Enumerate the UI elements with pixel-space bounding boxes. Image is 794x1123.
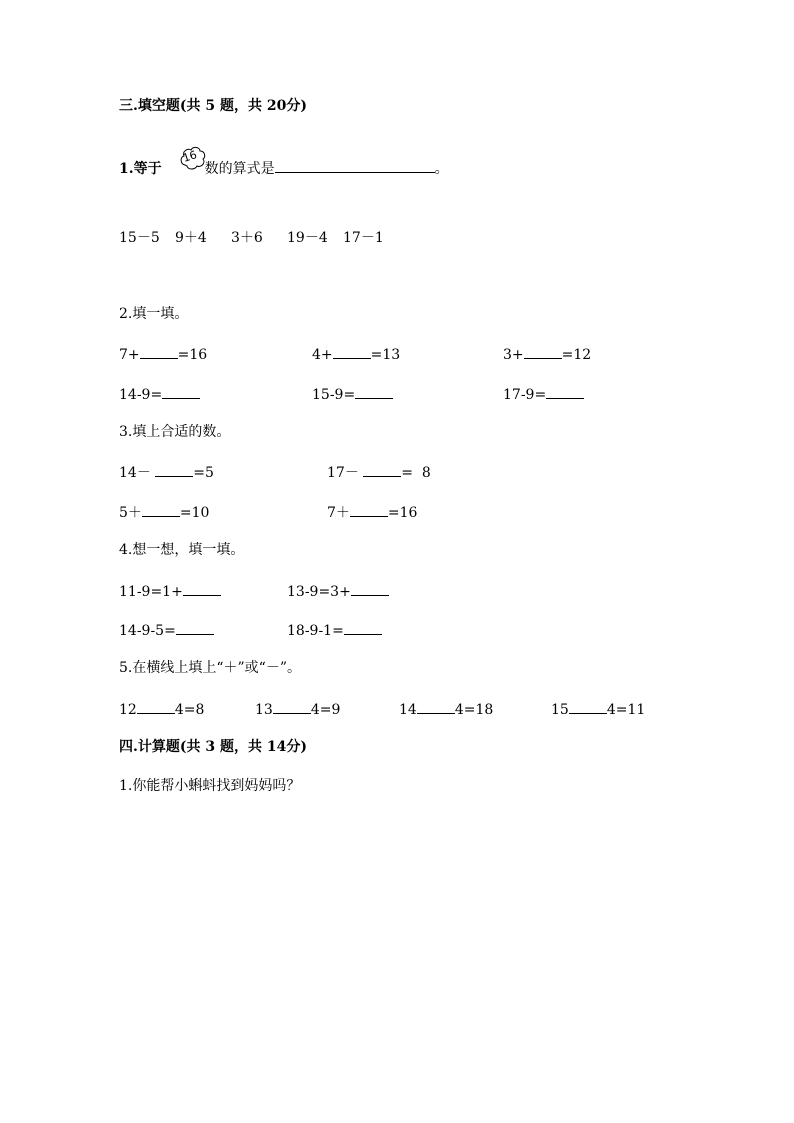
q3-item: [327, 502, 417, 522]
answer-blank[interactable]: [355, 384, 393, 399]
option-3: 3＋6: [231, 230, 263, 246]
q2-item: [503, 344, 591, 364]
item-after: 4=18: [454, 702, 494, 718]
section-3-title: 三.填空题(共 5 题，共 20分): [119, 98, 307, 114]
item-before: 17-9=: [503, 387, 547, 403]
item-after: =16: [177, 347, 208, 363]
question-1-suffix: 数的算式是: [204, 161, 275, 177]
item-before: 14-9=: [119, 387, 163, 403]
option-1: 15－5: [119, 230, 160, 246]
answer-blank[interactable]: [140, 344, 178, 359]
answer-blank[interactable]: [273, 699, 311, 714]
item-before: 13-9=3+: [287, 584, 351, 600]
question-3-title: 3.填上合适的数。: [119, 424, 231, 440]
item-before: 18-9-1=: [287, 623, 344, 639]
q2-item: [119, 344, 207, 364]
q3-item: [327, 462, 431, 482]
q2-item: [312, 344, 400, 364]
answer-blank[interactable]: [162, 384, 200, 399]
item-after: =13: [370, 347, 401, 363]
answer-blank[interactable]: [333, 344, 371, 359]
item-before: 14-9-5=: [119, 623, 176, 639]
badge-number: 16: [180, 148, 199, 165]
item-before: 4+: [312, 347, 333, 363]
item-before: 14－: [119, 465, 156, 481]
item-before: 12: [119, 702, 137, 718]
q2-item: [312, 384, 393, 404]
answer-blank[interactable]: [183, 581, 221, 596]
item-before: 5＋: [119, 505, 142, 521]
item-after: =12: [561, 347, 592, 363]
item-after: 4=8: [174, 702, 205, 718]
q4-item: [287, 581, 389, 601]
q5-item: [119, 699, 204, 719]
q5-item: [551, 699, 645, 719]
item-before: 11-9=1+: [119, 584, 183, 600]
q3-item: [119, 462, 214, 482]
answer-blank[interactable]: [569, 699, 607, 714]
q4-item: [119, 620, 214, 640]
q5-item: [399, 699, 493, 719]
answer-blank[interactable]: [546, 384, 584, 399]
q5-item: [255, 699, 340, 719]
item-after: 4=9: [310, 702, 341, 718]
q3-item: [119, 502, 209, 522]
question-2-title: 2.填一填。: [119, 306, 189, 322]
item-after: = 8: [401, 465, 431, 481]
answer-blank[interactable]: [417, 699, 455, 714]
item-before: 15: [551, 702, 569, 718]
question-1-end: 。: [434, 161, 449, 177]
item-after: =10: [179, 505, 210, 521]
answer-blank[interactable]: [344, 620, 382, 635]
item-after: =16: [387, 505, 418, 521]
item-before: 7＋: [327, 505, 350, 521]
item-before: 7+: [119, 347, 140, 363]
question-4-title: 4.想一想，填一填。: [119, 542, 245, 558]
question-5-title: 5.在横线上填上“＋”或“－”。: [119, 660, 301, 676]
item-after: =5: [193, 465, 214, 481]
answer-blank[interactable]: [275, 158, 435, 173]
answer-blank[interactable]: [524, 344, 562, 359]
item-before: 13: [255, 702, 273, 718]
question-1: [119, 148, 449, 179]
item-before: 15-9=: [312, 387, 356, 403]
q2-item: [503, 384, 584, 404]
answer-blank[interactable]: [363, 462, 401, 477]
item-after: 4=11: [606, 702, 646, 718]
q4-item: [119, 581, 221, 601]
answer-blank[interactable]: [176, 620, 214, 635]
option-2: 9＋4: [175, 230, 207, 246]
answer-blank[interactable]: [142, 502, 180, 517]
number-cloud-icon: [179, 148, 205, 179]
item-before: 3+: [503, 347, 524, 363]
option-5: 17－1: [343, 230, 384, 246]
section-4-question-1: 1.你能帮小蝌蚪找到妈妈吗？: [119, 778, 301, 794]
answer-blank[interactable]: [155, 462, 193, 477]
item-before: 17－: [327, 465, 364, 481]
q4-item: [287, 620, 382, 640]
answer-blank[interactable]: [350, 502, 388, 517]
item-before: 14: [399, 702, 417, 718]
answer-blank[interactable]: [351, 581, 389, 596]
section-4-title: 四.计算题(共 3 题，共 14分): [119, 739, 307, 755]
answer-blank[interactable]: [137, 699, 175, 714]
question-1-prefix: 1.等于: [119, 161, 162, 177]
option-4: 19－4: [287, 230, 328, 246]
q2-item: [119, 384, 200, 404]
